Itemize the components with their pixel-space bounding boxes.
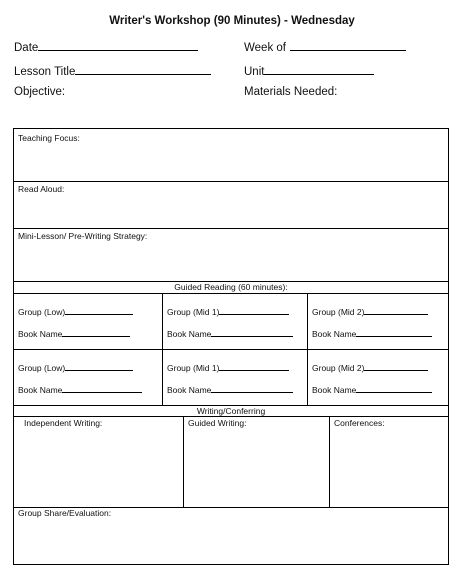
book-name-line bbox=[211, 328, 293, 337]
group-mid1-label: Group (Mid 1) bbox=[167, 307, 220, 317]
unit-line bbox=[264, 64, 374, 75]
group-share-box[interactable] bbox=[14, 508, 448, 564]
page-title: Writer's Workshop (90 Minutes) - Wednesday bbox=[109, 15, 355, 27]
group-low-cell[interactable] bbox=[14, 350, 163, 405]
group-mid2-line bbox=[364, 306, 428, 315]
group-share-label: Group Share/Evaluation: bbox=[18, 508, 112, 518]
book-name-label: Book Name bbox=[167, 329, 212, 339]
week-of-line bbox=[290, 40, 406, 51]
group-mid1-label: Group (Mid 1) bbox=[167, 363, 220, 373]
teaching-focus-box[interactable] bbox=[14, 129, 448, 182]
group-low-line bbox=[65, 306, 133, 315]
lesson-title-field[interactable] bbox=[14, 64, 211, 78]
group-mid1-cell[interactable] bbox=[163, 294, 308, 349]
group-mid2-label: Group (Mid 2) bbox=[312, 363, 365, 373]
unit-label: Unit bbox=[244, 66, 265, 78]
read-aloud-box[interactable] bbox=[14, 181, 448, 229]
group-mid2-line bbox=[364, 362, 428, 371]
mini-lesson-label: Mini-Lesson/ Pre-Writing Strategy: bbox=[18, 231, 148, 241]
independent-writing-label: Independent Writing: bbox=[24, 418, 103, 428]
book-name-line bbox=[211, 384, 293, 393]
independent-writing-cell[interactable] bbox=[14, 417, 184, 507]
writing-conferring-header: Writing/Conferring bbox=[14, 406, 448, 417]
materials-label: Materials Needed: bbox=[244, 86, 338, 98]
book-name-line bbox=[62, 328, 130, 337]
date-label: Date bbox=[14, 42, 39, 54]
book-name-label: Book Name bbox=[312, 329, 357, 339]
unit-field[interactable] bbox=[244, 64, 374, 78]
guided-reading-row bbox=[14, 350, 448, 406]
group-low-label: Group (Low) bbox=[18, 363, 66, 373]
book-name-line bbox=[356, 384, 432, 393]
book-name-line bbox=[62, 384, 142, 393]
book-name-line bbox=[356, 328, 432, 337]
book-name-label: Book Name bbox=[312, 385, 357, 395]
book-name-label: Book Name bbox=[167, 385, 212, 395]
objective-label: Objective: bbox=[14, 86, 66, 98]
group-mid2-label: Group (Mid 2) bbox=[312, 307, 365, 317]
group-mid2-cell[interactable] bbox=[308, 294, 448, 349]
group-mid1-line bbox=[219, 306, 289, 315]
group-low-label: Group (Low) bbox=[18, 307, 66, 317]
guided-writing-label: Guided Writing: bbox=[188, 418, 247, 428]
group-mid2-cell[interactable] bbox=[308, 350, 448, 405]
mini-lesson-box[interactable] bbox=[14, 228, 448, 282]
lesson-title-line bbox=[75, 64, 211, 75]
date-line bbox=[38, 40, 198, 51]
conferences-cell[interactable] bbox=[330, 417, 448, 507]
lesson-title-label: Lesson Title bbox=[14, 66, 76, 78]
guided-writing-cell[interactable] bbox=[184, 417, 330, 507]
read-aloud-label: Read Aloud: bbox=[18, 184, 65, 194]
lesson-plan-form bbox=[13, 128, 449, 565]
group-mid1-cell[interactable] bbox=[163, 350, 308, 405]
guided-reading-header: Guided Reading (60 minutes): bbox=[14, 282, 448, 294]
writing-row bbox=[14, 417, 448, 508]
book-name-label: Book Name bbox=[18, 385, 63, 395]
group-low-line bbox=[65, 362, 133, 371]
guided-reading-row bbox=[14, 294, 448, 350]
group-mid1-line bbox=[219, 362, 289, 371]
conferences-label: Conferences: bbox=[334, 418, 385, 428]
group-low-cell[interactable] bbox=[14, 294, 163, 349]
teaching-focus-label: Teaching Focus: bbox=[18, 133, 80, 143]
week-of-label: Week of bbox=[244, 42, 286, 54]
book-name-label: Book Name bbox=[18, 329, 63, 339]
week-of-field[interactable] bbox=[244, 40, 406, 54]
date-field[interactable] bbox=[14, 40, 198, 54]
